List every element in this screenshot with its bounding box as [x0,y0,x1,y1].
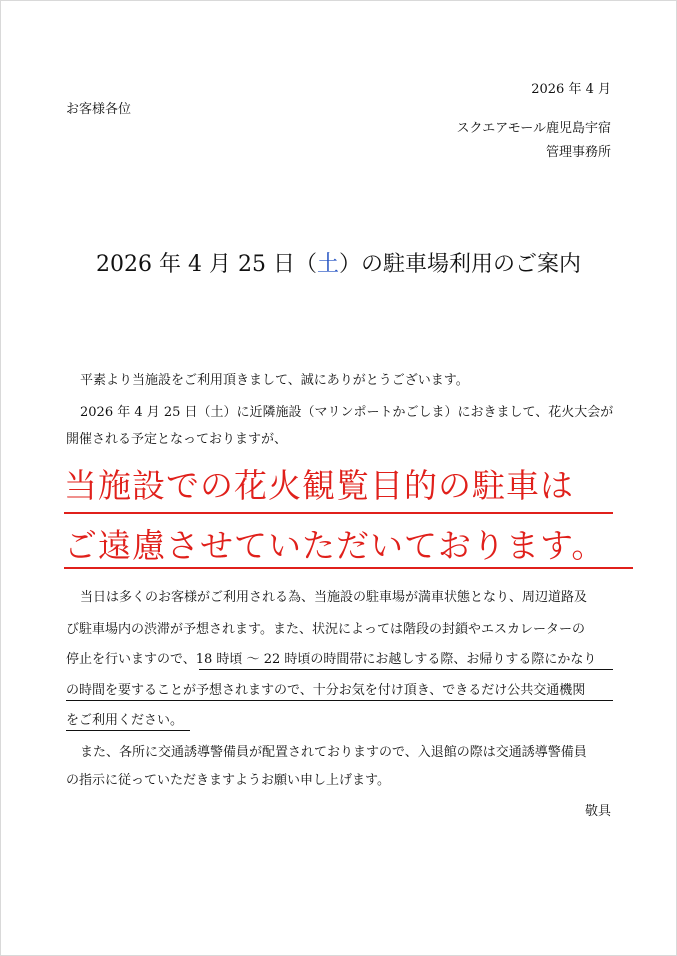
underline-3 [66,730,190,731]
title-prefix: 2026 年 4 月 25 日（ [96,252,317,277]
sender-organization: スクエアモール鹿児島宇宿 [456,121,611,136]
detail-line-3 [66,651,596,669]
notice-line-2: 開催される予定となっておりますが、 [66,432,288,447]
underline-1 [199,669,613,670]
document-date: 2026 年 4 月 [531,82,611,97]
notice-line-1: 2026 年 4 月 25 日（土）に近隣施設（マリンポートかごしま）におきまして、花火大会が [80,405,614,420]
detail-line-1: 当日は多くのお客様がご利用される為、当施設の駐車場が満車状態となり、周辺道路及 [80,590,588,605]
greeting-paragraph: 平素より当施設をご利用頂きまして、誠にありがとうございます。 [80,373,469,388]
detail-line-2: び駐車場内の渋滞が予想されます。また、状況によっては階段の封鎖やエスカレーターの [66,622,585,637]
addressee: お客様各位 [66,102,132,117]
detail-line-5: をご利用ください。 [66,713,184,728]
detail-line-3-underlined: 18 時頃 ～ 22 時頃の時間帯にお越しする際、お帰りする際にかなり [195,652,597,667]
emphasis-line-1: 当施設での花火観覧目的の駐車は [64,466,574,505]
closing-remark: 敬具 [584,804,611,819]
emphasis-underline-1 [64,512,613,514]
emphasis-line-2: ご遠慮させていただいております。 [64,526,606,565]
document-title [0,250,677,280]
detail-line-4: の時間を要することが予想されますので、十分お気を付け頂き、できるだけ公共交通機関 [66,683,586,698]
emphasis-underline-2 [64,567,633,569]
title-day: 土 [316,252,339,277]
guard-line-1: また、各所に交通誘導警備員が配置されておりますので、入退館の際は交通誘導警備員 [80,745,587,760]
title-suffix: ）の駐車場利用のご案内 [338,252,581,277]
guard-line-2: の指示に従っていただきますようお願い申し上げます。 [66,773,390,788]
underline-2 [66,700,613,701]
detail-line-3-plain: 停止を行いますので、 [66,652,196,667]
sender-department: 管理事務所 [545,145,611,160]
